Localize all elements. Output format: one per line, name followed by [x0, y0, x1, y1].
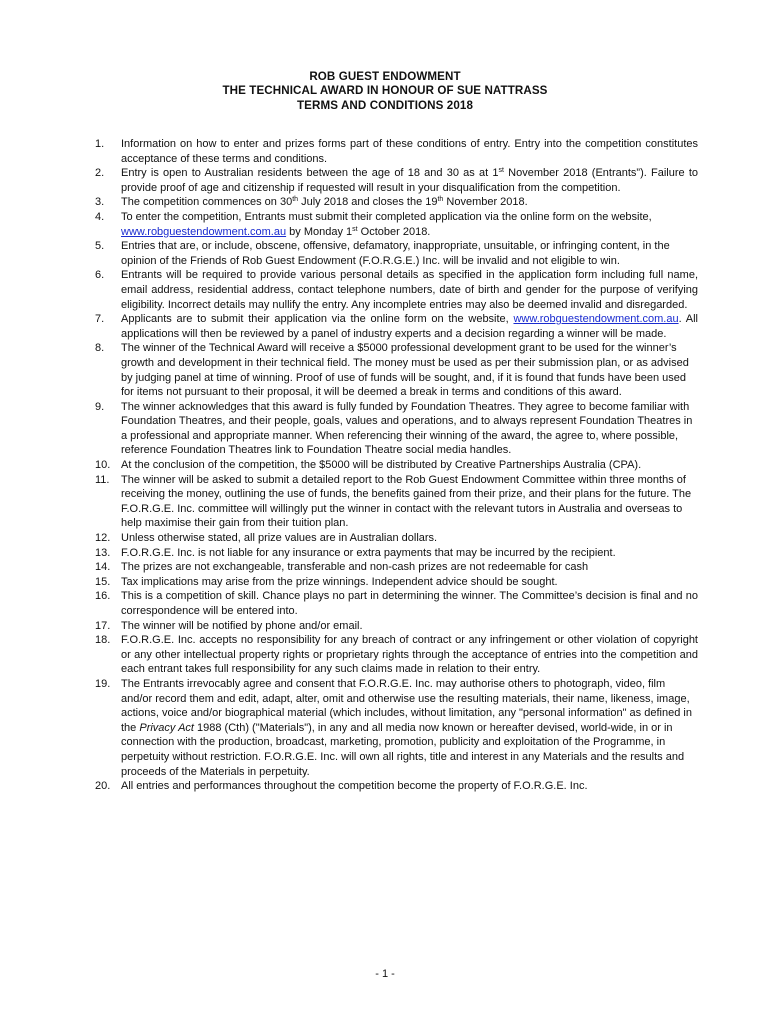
term-item-5: [95, 239, 698, 268]
term-text: The winner will be notified by phone and/or email.: [121, 619, 363, 632]
term-text: F.O.R.G.E. Inc. accepts no responsibility for any breach of contract or any infringement or other violation of copyright or any other intellectual property rights or proprietary rights through the acceptance of entries into the competition and each entrant takes full responsibility for any such claims made in relation to their entry.: [121, 634, 698, 676]
term-text: All entries and performances throughout the competition become the property of F.O.R.G.E. Inc.: [121, 780, 588, 793]
term-number: 10.: [95, 459, 111, 472]
term-number: 3.: [95, 196, 105, 209]
term-item-10: [95, 458, 698, 473]
term-text: The competition commences on 30: [121, 196, 293, 209]
term-item-11: [95, 473, 698, 531]
term-number: 15.: [95, 575, 111, 588]
term-number: 5.: [95, 240, 105, 253]
term-item-20: [95, 779, 698, 794]
term-item-12: [95, 531, 698, 546]
term-text: Unless otherwise stated, all prize values are in Australian dollars.: [121, 532, 438, 545]
term-item-7: [95, 312, 698, 341]
term-number: 8.: [95, 342, 105, 355]
term-item-17: [95, 619, 698, 634]
ordinal-suffix: st: [352, 225, 358, 233]
term-item-13: [95, 546, 698, 561]
term-number: 13.: [95, 546, 111, 559]
term-item-14: [95, 560, 698, 575]
term-item-6: [95, 268, 698, 312]
term-text: 1988 (Cth) ("Materials"), in any and all media now known or hereafter devised, world-wide, in or in connection with the production, broadcast, marketing, promotion, publicity and exploitation of the Programme, in perpetuity without restriction. F.O.R.G.E. Inc. will own all rights, title and interest in any Materials and the results and proceeds of the Materials in perpetuity.: [121, 721, 685, 778]
term-text: The Entrants irrevocably agree and consent that F.O.R.G.E. Inc. may authorise others to photograph, video, film and/or record them and edit, adapt, alter, omit and otherwise use the resulting materials, their name, likeness, image, actions, voice and/or biographical material (which includes, without limitation, any "personal information" as defined in the: [121, 677, 692, 734]
term-text: November 2018.: [443, 196, 528, 209]
term-text: This is a competition of skill. Chance plays no part in determining the winner. The Committee’s decision is final and no correspondence will be entered into.: [121, 590, 698, 617]
term-item-19: [95, 677, 698, 779]
terms-list: [95, 137, 698, 794]
term-number: 18.: [95, 634, 111, 647]
website-link[interactable]: www.robguestendowment.com.au: [121, 225, 287, 238]
term-text: Entrants will be required to provide various personal details as specified in the application form including full name, email address, residential address, contact telephone numbers, date of birth and gender for the purpose of verifying eligibility. Incorrect details may nullify the entry. Any incomplete entries may also be deemed invalid and disregarded.: [121, 269, 698, 311]
term-text: November 2018 (Entrants”). Failure to provide proof of age and citizenship if requested will result in your disqualification from the competition.: [121, 167, 698, 194]
term-text: October 2018.: [357, 225, 431, 238]
term-text: The winner will be asked to submit a detailed report to the Rob Guest Endowment Committee within three months of receiving the money, outlining the use of funds, the benefits gained from their prize, and their plans for the future. The F.O.R.G.E. Inc. committee will willingly put the winner in contact with the relevant tutors in Australia and overseas to help maximise their gain from their tuition plan.: [121, 473, 692, 530]
term-number: 11.: [95, 473, 110, 486]
term-number: 20.: [95, 780, 111, 793]
act-name: Privacy Act: [139, 721, 194, 734]
term-number: 2.: [95, 167, 105, 180]
term-number: 19.: [95, 677, 111, 690]
term-text: Entry is open to Australian residents between the age of 18 and 30 as at 1: [121, 167, 499, 180]
term-number: 7.: [95, 313, 105, 326]
term-item-3: [95, 195, 698, 210]
term-item-1: [95, 137, 698, 166]
term-text: The winner of the Technical Award will receive a $5000 professional development grant to be used for the winner’s growth and development in their technical field. The money must be used as per their submission plan, or as advised by judging panel at time of winning. Proof of use of funds will be sought, and, if it is found that funds have been used for items not pursuant to their proposal, it will be deemed a break in terms and conditions of this award.: [121, 342, 689, 399]
term-item-16: [95, 589, 698, 618]
term-item-8: [95, 341, 698, 399]
ordinal-suffix: st: [498, 167, 504, 175]
term-number: 17.: [95, 619, 111, 632]
term-item-9: [95, 400, 698, 458]
ordinal-suffix: th: [437, 196, 444, 204]
term-item-4: [95, 210, 698, 239]
term-text: The winner acknowledges that this award is fully funded by Foundation Theatres. They agree to become familiar with Foundation Theatres, and their people, goals, values and operations, and to always represent Foundation Theatres in a professional and appropriate manner. When referencing their winning of the award, the agree to, where possible, reference Foundation Theatres link to Foundation Theatre social media handles.: [121, 400, 693, 457]
term-number: 1.: [95, 138, 105, 150]
term-number: 12.: [95, 532, 111, 545]
term-number: 16.: [95, 590, 111, 603]
term-text: F.O.R.G.E. Inc. is not liable for any insurance or extra payments that may be incurred by the recipient.: [121, 546, 616, 559]
title-line-award: THE TECHNICAL AWARD IN HONOUR OF SUE NATTRASS: [222, 84, 548, 98]
term-text: Information on how to enter and prizes forms part of these conditions of entry. Entry into the competition constitutes acceptance of these terms and conditions.: [121, 138, 698, 165]
term-number: 9.: [95, 400, 105, 413]
term-text: July 2018 and closes the 19: [298, 196, 438, 209]
term-text: Tax implications may arise from the prize winnings. Independent advice should be sought.: [121, 575, 558, 588]
term-text: To enter the competition, Entrants must submit their completed application via the online form on the website,: [121, 210, 652, 223]
term-number: 4.: [95, 210, 105, 223]
title-line-organisation: ROB GUEST ENDOWMENT: [309, 70, 461, 83]
page-number: - 1 -: [375, 968, 395, 980]
ordinal-suffix: th: [292, 196, 299, 204]
term-number: 6.: [95, 269, 105, 282]
term-text: by Monday 1: [286, 225, 353, 238]
document-title: [0, 70, 770, 113]
term-text: . All applications will then be reviewed by a panel of industry experts and a decision regarding a winner will be made.: [121, 313, 698, 340]
term-item-15: [95, 575, 698, 590]
term-text: Applicants are to submit their application via the online form on the website,: [121, 313, 514, 326]
title-line-terms: TERMS AND CONDITIONS 2018: [296, 98, 473, 112]
term-text: Entries that are, or include, obscene, offensive, defamatory, inappropriate, unsuitable, or infringing content, in the opinion of the Friends of Rob Guest Endowment (F.O.R.G.E.) Inc. will be invalid and not eligible to win.: [121, 240, 670, 267]
term-number: 14.: [95, 561, 111, 574]
term-item-18: [95, 633, 698, 677]
term-text: At the conclusion of the competition, the $5000 will be distributed by Creative Partnerships Australia (CPA).: [121, 459, 642, 472]
term-text: The prizes are not exchangeable, transferable and non-cash prizes are not redeemable for cash: [121, 561, 589, 574]
website-link[interactable]: www.robguestendowment.com.au: [513, 313, 679, 326]
term-item-2: [95, 166, 698, 195]
